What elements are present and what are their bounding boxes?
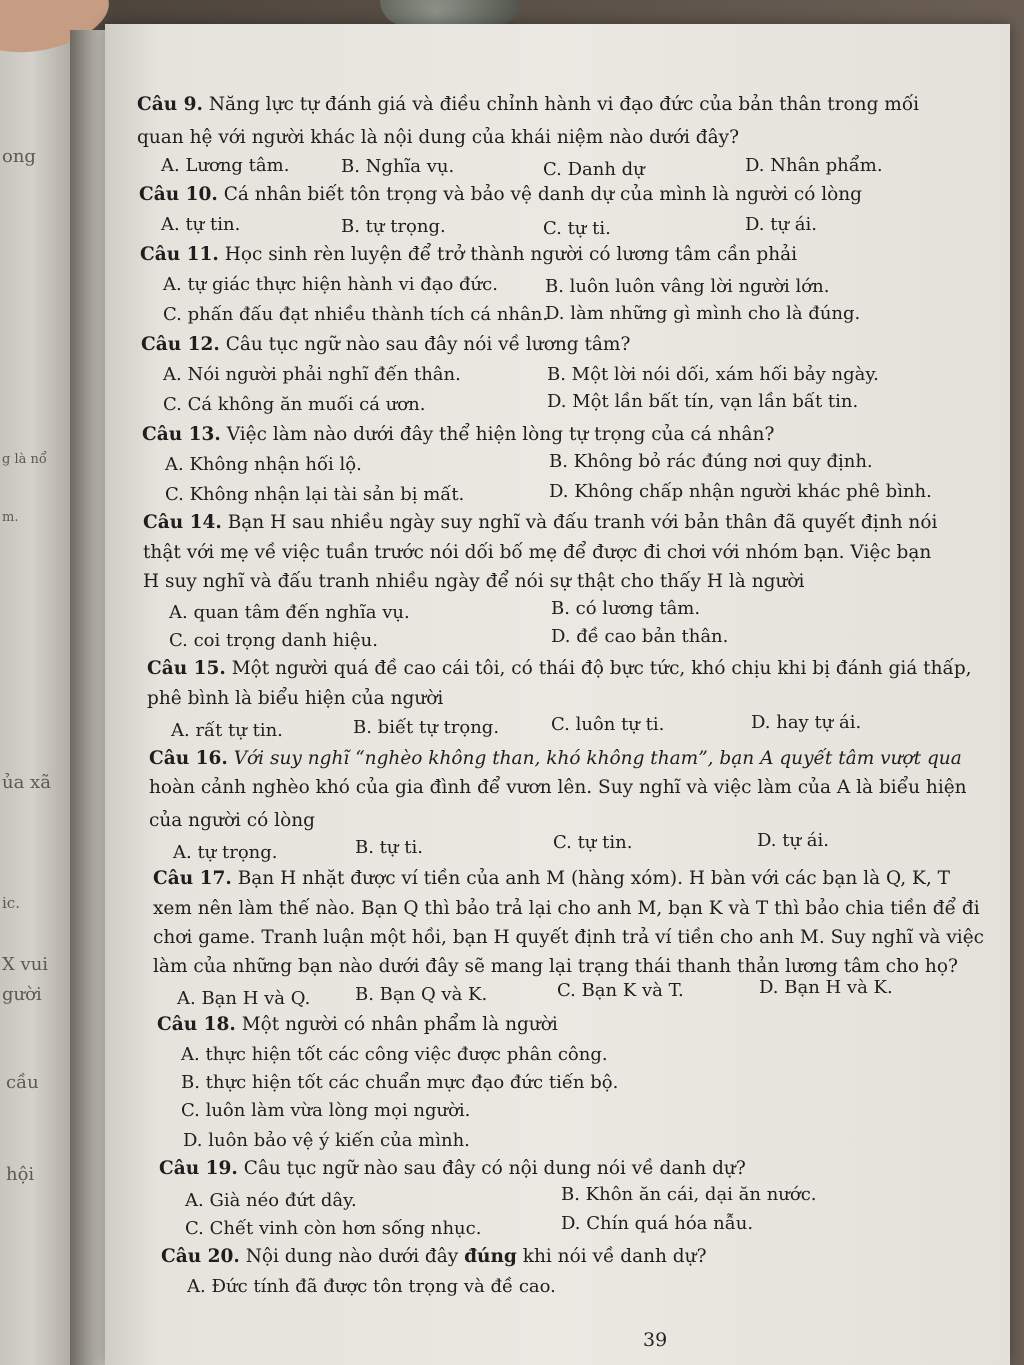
question-18 <box>157 1014 558 1035</box>
question-14-line-3: H suy nghĩ và đấu tranh nhiều ngày để nói sự thật cho thấy H là người <box>143 571 805 592</box>
option: C. coi trọng danh hiệu. <box>169 630 378 651</box>
question-17-line-3: chơi game. Tranh luận một hồi, bạn H quyết định trả ví tiền cho anh M. Suy nghĩ và việc <box>153 927 985 948</box>
option: C. Không nhận lại tài sản bị mất. <box>165 484 465 505</box>
question-19 <box>159 1158 746 1179</box>
question-number: Câu 10. <box>139 184 218 205</box>
facing-fragment: hội <box>6 1164 35 1185</box>
option: A. rất tự tin. <box>171 720 283 741</box>
question-text: khi nói về danh dự? <box>516 1246 707 1267</box>
option: C. luôn tự ti. <box>551 714 665 735</box>
option: C. tự ti. <box>543 218 611 239</box>
option: B. Không bỏ rác đúng nơi quy định. <box>549 451 873 472</box>
question-text: Bạn H nhặt được ví tiền của anh M (hàng xóm). H bàn với các bạn là Q, K, T <box>237 868 950 889</box>
facing-page <box>0 0 80 1365</box>
question-11 <box>140 244 797 265</box>
question-number: Câu 9. <box>137 94 203 115</box>
option: A. Già néo đứt dây. <box>185 1190 357 1211</box>
question-17-line-2: xem nên làm thế nào. Bạn Q thì bảo trả lại cho anh M, bạn K và T thì bảo chia tiền để đi <box>153 898 980 919</box>
option: B. tự trọng. <box>341 216 446 237</box>
facing-fragment: gười <box>2 984 42 1005</box>
question-14 <box>143 512 937 533</box>
emphasis-word: đúng <box>464 1246 517 1267</box>
option: B. luôn luôn vâng lời người lớn. <box>545 276 830 297</box>
option: A. quan tâm đến nghĩa vụ. <box>169 602 410 623</box>
option: C. Danh dự <box>543 159 645 180</box>
facing-fragment: ủa xã <box>2 772 51 793</box>
page-number: 39 <box>643 1329 668 1351</box>
option: D. đề cao bản thân. <box>551 626 729 647</box>
question-9 <box>137 94 919 115</box>
option: B. thực hiện tốt các chuẩn mực đạo đức tiến bộ. <box>181 1072 619 1093</box>
option: D. Chín quá hóa nẫu. <box>561 1213 754 1234</box>
question-text: Học sinh rèn luyện để trở thành người có lương tâm cần phải <box>224 244 798 265</box>
facing-fragment: cầu <box>6 1072 39 1093</box>
option: C. Chết vinh còn hơn sống nhục. <box>185 1218 482 1239</box>
option: A. tự trọng. <box>173 842 278 863</box>
question-number: Câu 15. <box>147 658 226 679</box>
question-text: Nội dung nào dưới đây <box>245 1246 465 1267</box>
question-20 <box>161 1246 706 1267</box>
question-text: Việc làm nào dưới đây thể hiện lòng tự trọng của cá nhân? <box>226 424 775 445</box>
question-15 <box>147 658 972 679</box>
option: D. tự ái. <box>745 214 817 235</box>
option: D. tự ái. <box>757 830 829 851</box>
question-text: Năng lực tự đánh giá và điều chỉnh hành vi đạo đức của bản thân trong mối <box>208 94 920 115</box>
option: A. tự tin. <box>161 214 241 235</box>
question-10 <box>139 184 862 205</box>
question-text: Câu tục ngữ nào sau đây có nội dung nói về danh dự? <box>243 1158 746 1179</box>
facing-fragment: m. <box>2 510 19 525</box>
option: D. làm những gì mình cho là đúng. <box>545 303 861 324</box>
option: A. Lương tâm. <box>161 155 290 176</box>
option: C. Bạn K và T. <box>557 980 684 1001</box>
background-object <box>380 0 520 26</box>
option: A. thực hiện tốt các công việc được phân công. <box>181 1044 608 1065</box>
question-number: Câu 18. <box>157 1014 236 1035</box>
option: B. Nghĩa vụ. <box>341 156 455 177</box>
option: D. hay tự ái. <box>751 712 862 733</box>
facing-fragment: X vui <box>2 954 49 975</box>
question-text: Câu tục ngữ nào sau đây nói về lương tâm? <box>225 334 631 355</box>
option: B. Bạn Q và K. <box>355 984 488 1005</box>
option: D. Một lần bất tín, vạn lần bất tin. <box>547 391 859 412</box>
question-number: Câu 12. <box>141 334 220 355</box>
question-13 <box>142 424 774 445</box>
option: B. Khôn ăn cái, dại ăn nước. <box>561 1184 817 1205</box>
question-text: Một người có nhân phẩm là người <box>241 1014 558 1035</box>
question-text: Với suy nghĩ “nghèo không than, khó không tham”, bạn A quyết tâm vượt qua <box>233 748 962 769</box>
facing-fragment: g là nổ <box>2 452 47 467</box>
option: B. có lương tâm. <box>551 598 701 619</box>
option: A. Không nhận hối lộ. <box>165 454 362 475</box>
question-12 <box>141 334 630 355</box>
facing-fragment: ong <box>2 146 36 167</box>
question-17-line-4: làm của những bạn nào dưới đây sẽ mang lại trạng thái thanh thản lương tâm cho họ? <box>153 956 958 977</box>
option: B. Một lời nói dối, xám hối bảy ngày. <box>547 364 879 385</box>
option: A. tự giác thực hiện hành vi đạo đức. <box>163 274 498 295</box>
option: C. phấn đấu đạt nhiều thành tích cá nhân. <box>163 304 549 325</box>
facing-fragment: ic. <box>2 894 20 912</box>
question-16 <box>149 748 962 769</box>
question-16-line-3: của người có lòng <box>149 810 315 831</box>
question-text: Cá nhân biết tôn trọng và bảo vệ danh dự của mình là người có lòng <box>223 184 863 205</box>
question-17 <box>153 868 950 889</box>
option: A. Đức tính đã được tôn trọng và đề cao. <box>187 1276 556 1297</box>
option: D. Bạn H và K. <box>759 977 893 998</box>
option: D. Không chấp nhận người khác phê bình. <box>549 481 932 502</box>
question-number: Câu 20. <box>161 1246 240 1267</box>
option: A. Nói người phải nghĩ đến thân. <box>163 364 461 385</box>
question-9-line-2: quan hệ với người khác là nội dung của khái niệm nào dưới đây? <box>137 127 740 148</box>
option: A. Bạn H và Q. <box>177 988 311 1009</box>
question-number: Câu 16. <box>149 748 228 769</box>
question-number: Câu 14. <box>143 512 222 533</box>
option: D. Nhân phẩm. <box>745 155 883 176</box>
option: C. tự tin. <box>553 832 633 853</box>
option: C. Cá không ăn muối cá ươn. <box>163 394 426 415</box>
question-text: Một người quá đề cao cái tôi, có thái độ bực tức, khó chịu khi bị đánh giá thấp, <box>231 658 972 679</box>
question-number: Câu 13. <box>142 424 221 445</box>
question-15-line-2: phê bình là biểu hiện của người <box>147 688 444 709</box>
question-16-line-2: hoàn cảnh nghèo khó của gia đình để vươn lên. Suy nghĩ và việc làm của A là biểu hiện <box>149 777 967 798</box>
option: D. luôn bảo vệ ý kiến của mình. <box>183 1130 470 1151</box>
book-page <box>105 24 1010 1365</box>
option: B. tự ti. <box>355 837 423 858</box>
question-number: Câu 17. <box>153 868 232 889</box>
question-number: Câu 11. <box>140 244 219 265</box>
question-text: Bạn H sau nhiều ngày suy nghĩ và đấu tranh với bản thân đã quyết định nói <box>227 512 938 533</box>
question-number: Câu 19. <box>159 1158 238 1179</box>
option: C. luôn làm vừa lòng mọi người. <box>181 1100 471 1121</box>
question-14-line-2: thật với mẹ về việc tuần trước nói dối bố mẹ để được đi chơi với nhóm bạn. Việc bạn <box>143 542 932 563</box>
option: B. biết tự trọng. <box>353 717 500 738</box>
